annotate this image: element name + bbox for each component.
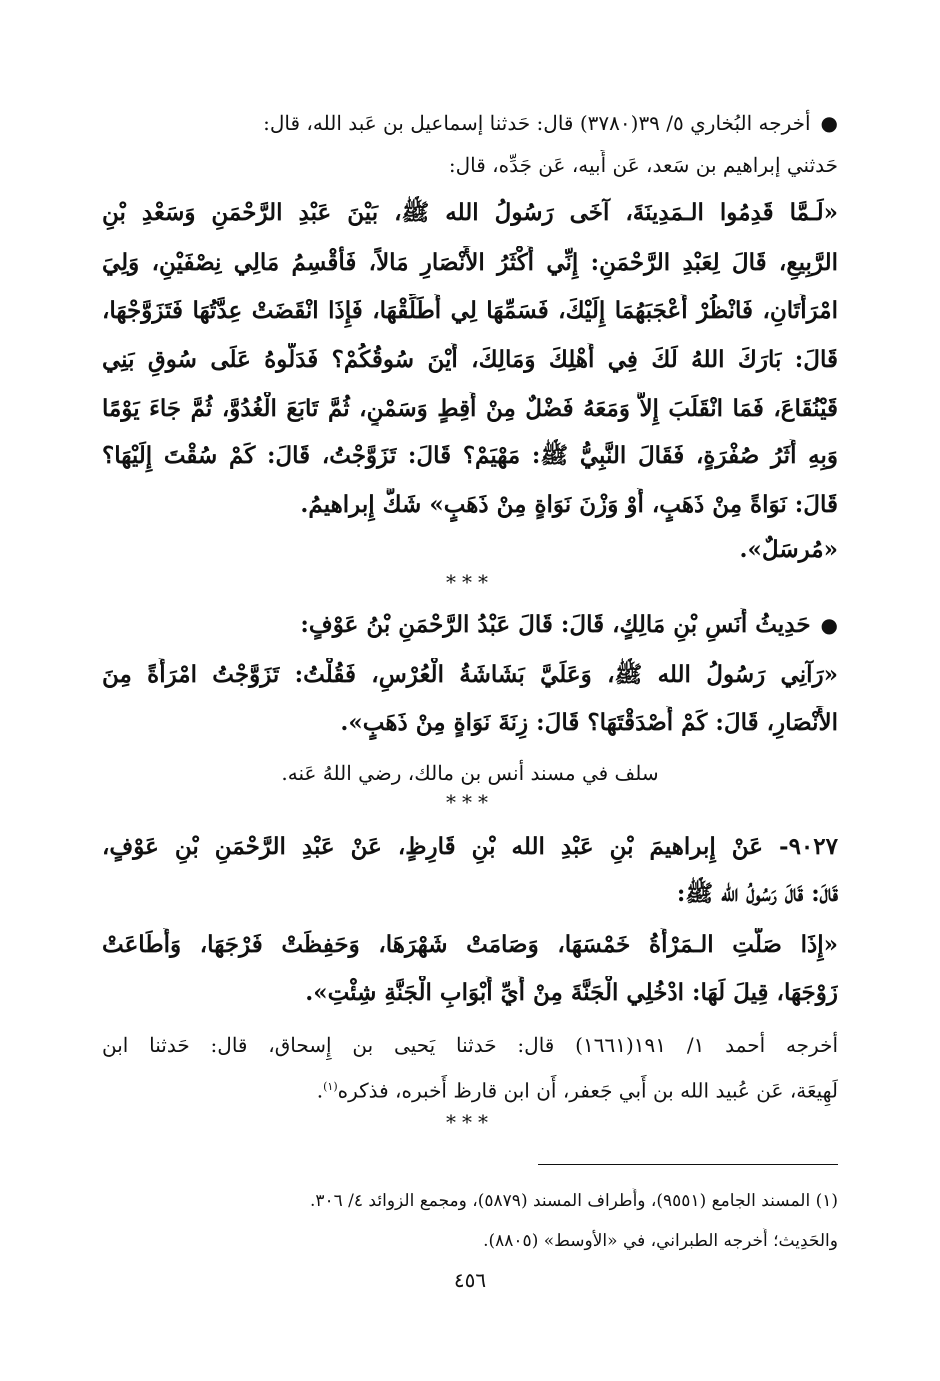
line-text: لَهِيعَة، عَن عُبيد الله بن أَبي جَعفر، أَن ابن قارظ أَخبره، فذكره <box>337 1078 838 1103</box>
hadith-line: «رَآنِي رَسُولُ الله ﷺ، وَعَلَيَّ بَشَاشَةُ الْعُرْسِ، فَقُلْتُ: تَزَوَّجْتُ امْرَأَةً مِنَ <box>102 661 838 688</box>
hadith-line: الرَّبِيعِ، قَالَ لِعَبْدِ الرَّحْمَنِ: إِنِّي أَكْثَرُ الأَنْصَارِ مَالاً، فَأَقْسِمُ مَالِي نِصْفَيْنِ، وَلِيَ <box>102 249 838 276</box>
hadith-line <box>102 608 838 642</box>
hadith-line: «إِذَا صَلَّتِ الـمَرْأَةُ خَمْسَهَا، وَصَامَتْ شَهْرَهَا، وَحَفِظَتْ فَرْجَهَا، وَأَطَاعَتْ <box>102 931 838 958</box>
text-line <box>102 108 838 138</box>
bullet-icon: ● <box>820 111 838 135</box>
hadith-line: وَبِهِ أَثَرُ صُفْرَةٍ، فَقَالَ النَّبِيُّ ﷺ: مَهْيَمْ؟ قَالَ: تَزَوَّجْتُ، قَالَ: كَمْ سُقْتَ إِلَيْهَا؟ <box>102 442 838 469</box>
line-end: . <box>316 1078 324 1103</box>
page-number: ٤٥٦ <box>453 1268 487 1292</box>
footnote-rule <box>538 1164 838 1165</box>
hadith-line: قَالَ: نَوَاةً مِنْ ذَهَبٍ، أَوْ وَزْنَ نَوَاةٍ مِنْ ذَهَبٍ» شَكَّ إِبراهيمُ. <box>300 491 838 518</box>
bullet-icon: ● <box>820 613 838 637</box>
hadith-line: قَالَ: بَارَكَ اللهُ لَكَ فِي أَهْلِكَ وَمَالِكَ، أَيْنَ سُوقُكُمْ؟ فَدَلُّوهُ عَلَى سُوقِ بَنِي <box>102 346 838 373</box>
section-separator: *** <box>446 1110 494 1134</box>
line-text: أخرجه البُخاري ٥/ ٣٩(٣٧٨٠) قال: حَدثنا إسماعيل بن عَبد الله، قال: <box>263 111 811 135</box>
hadith-line: الأَنْصَارِ، قَالَ: كَمْ أَصْدَقْتَهَا؟ قَالَ: زِنَةَ نَوَاةٍ مِنْ ذَهَبٍ». <box>340 709 838 736</box>
text-line: سلف في مسند أنس بن مالك، رضي اللهُ عَنه. <box>281 761 659 785</box>
footnote: والحَدِيث؛ أَخرجه الطبراني، في «الأوسط» (٨٨٠٥). <box>483 1231 838 1251</box>
footnote-marker[interactable]: (١) <box>323 1080 338 1093</box>
hadith-line: قَيْنُقَاعَ، فَمَا انْقَلَبَ إِلاَّ وَمَعَهُ فَضْلٌ مِنْ أَقِطٍ وَسَمْنٍ، ثُمَّ تَابَعَ الْغُدُوَّ، ثُمَّ جَاءَ يَوْمًا <box>102 395 838 422</box>
grading-line: «مُرسَلٌ». <box>739 536 838 563</box>
text-line: أخرجه أحمد ١/ ١٩١(١٦٦١) قال: حَدثنا يَحيى بن إِسحاق، قال: حَدثنا ابن <box>102 1033 838 1057</box>
text-line <box>102 1072 838 1106</box>
hadith-line: ٩٠٢٧- عَنْ إِبراهيمَ بْنِ عَبْدِ الله بْنِ قَارِظٍ، عَنْ عَبْدِ الرَّحْمَنِ بْنِ عَوْفٍ، <box>102 833 838 860</box>
section-separator: *** <box>446 790 494 814</box>
hadith-line: زَوْجَهَا، قِيلَ لَهَا: ادْخُلِي الْجَنَّةَ مِنْ أَيِّ أَبْوَابِ الْجَنَّةِ شِئْتِ». <box>305 979 838 1006</box>
hadith-line: «لَـمَّا قَدِمُوا الـمَدِينَةَ، آخَى رَسُولُ الله ﷺ، بَيْنَ عَبْدِ الرَّحْمَنِ وَسَعْدِ بْنِ <box>102 199 838 226</box>
section-separator: *** <box>446 570 494 594</box>
text-line: حَدثني إبراهيم بن سَعد، عَن أَبيه، عَن جَدِّه، قال: <box>448 153 838 177</box>
line-text: حَدِيثُ أَنَسِ بْنِ مَالِكٍ، قَالَ: قَالَ عَبْدُ الرَّحْمَنِ بْنُ عَوْفٍ: <box>300 611 811 638</box>
hadith-line: قَالَ: قَالَ رَسُولُ الله ﷺ: <box>676 880 838 907</box>
footnote: (١) المسند الجامع (٩٥٥١)، وأَطراف المسند (٥٨٧٩)، ومجمع الزوائد ٤/ ٣٠٦. <box>309 1191 838 1211</box>
hadith-line: امْرَأَتَانِ، فَانْظُرْ أَعْجَبَهُمَا إِلَيْكَ، فَسَمِّهَا لِي أُطَلِّقْهَا، فَإِذَا انْقَضَتْ عِدَّتُهَا فَتَزَوَّجْهَا، <box>102 297 838 324</box>
